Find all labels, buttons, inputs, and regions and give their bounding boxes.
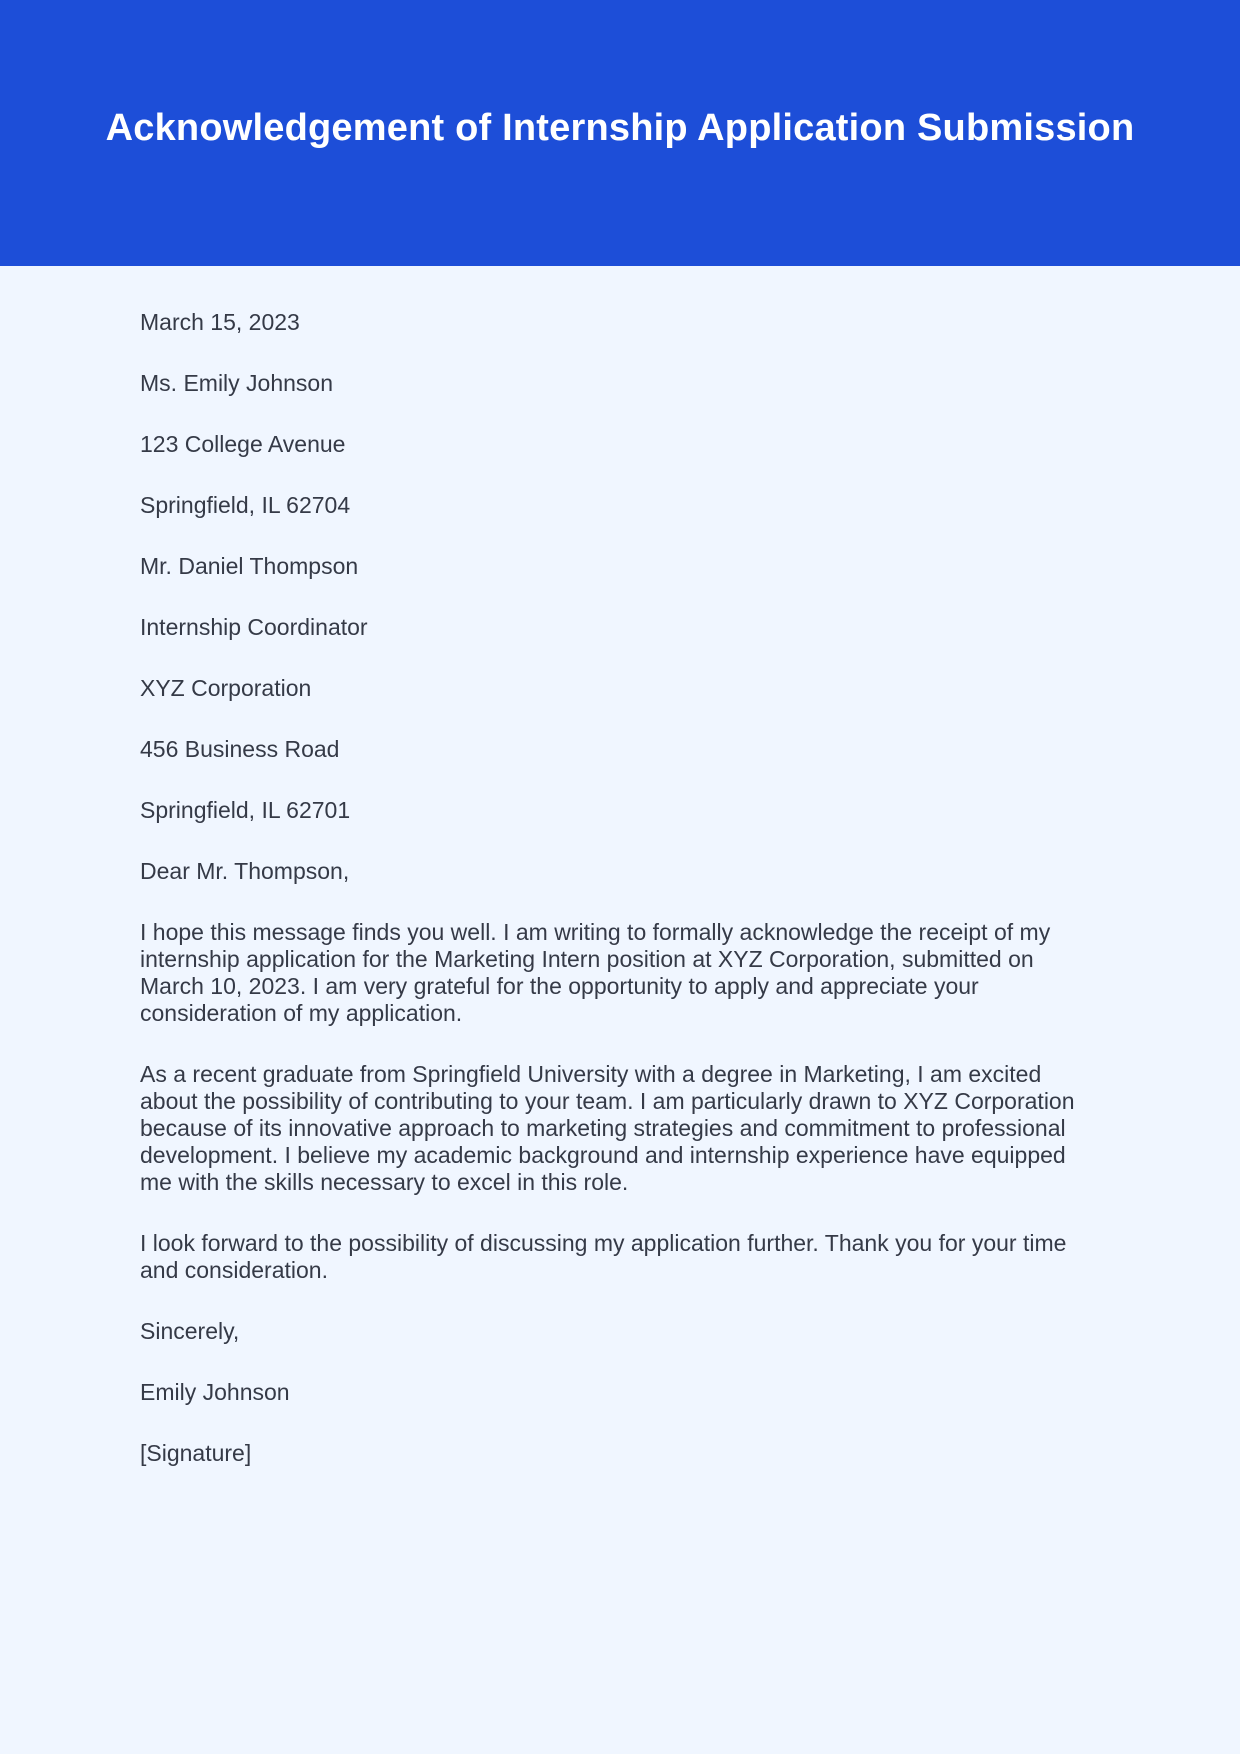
recipient-title: Internship Coordinator: [140, 614, 368, 640]
body-paragraph: I hope this message finds you well. I am writing to formally acknowledge the receipt of my internship application for the Marketing Intern position at XYZ Corporation, submitted on March 10, 2023. I am very grateful for the opportunity to apply and appreciate your consideration of my application.: [140, 919, 1051, 1026]
sender-street: 123 College Avenue: [140, 431, 346, 457]
signature-placeholder: [Signature]: [140, 1440, 252, 1466]
signature-name: Emily Johnson: [140, 1379, 290, 1405]
closing: Sincerely,: [140, 1318, 240, 1344]
letter-date: March 15, 2023: [140, 309, 300, 335]
recipient-name: Mr. Daniel Thompson: [140, 553, 359, 579]
sender-name: Ms. Emily Johnson: [140, 370, 334, 396]
recipient-street: 456 Business Road: [140, 736, 340, 762]
sender-city-state-zip: Springfield, IL 62704: [140, 492, 351, 518]
page-title: Acknowledgement of Internship Application Submission: [105, 106, 1135, 149]
recipient-city-state-zip: Springfield, IL 62701: [140, 797, 351, 823]
body-paragraph: As a recent graduate from Springfield University with a degree in Marketing, I am excited about the possibility of contributing to your team. I am particularly drawn to XYZ Corporation because of its innovative approach to marketing strategies and commitment to professional development. I believe my academic background and internship experience have equipped me with the skills necessary to excel in this role.: [140, 1061, 1075, 1195]
body-paragraph: I look forward to the possibility of discussing my application further. Thank you for your time and consideration.: [140, 1230, 1067, 1283]
letter-body: [140, 266, 1100, 1467]
header-banner: [0, 0, 1240, 266]
recipient-company: XYZ Corporation: [140, 675, 312, 701]
salutation: Dear Mr. Thompson,: [140, 858, 350, 884]
